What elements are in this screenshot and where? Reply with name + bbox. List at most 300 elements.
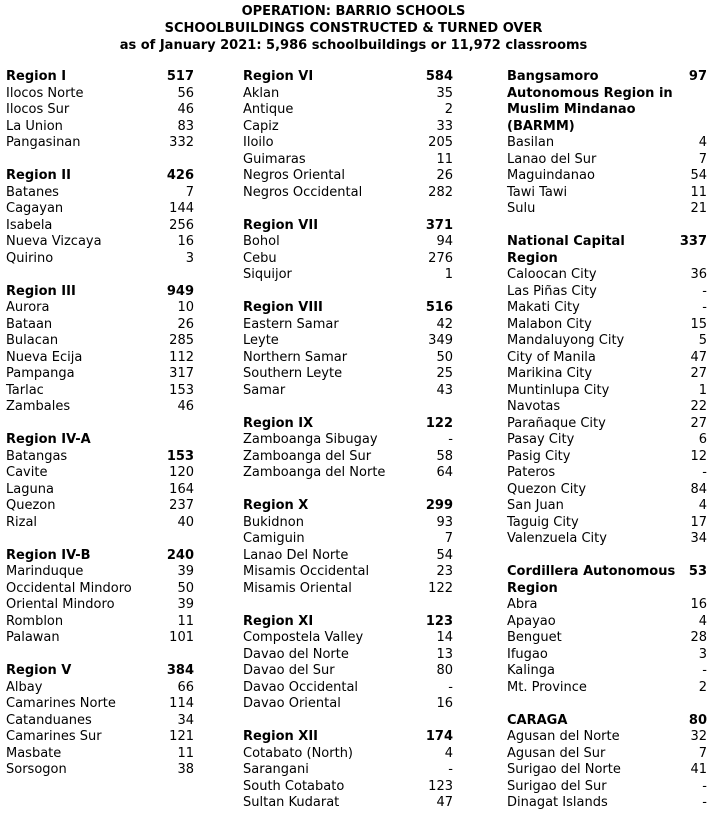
province-row (6, 696, 194, 713)
province-row (507, 201, 707, 218)
province-name: Surigao del Norte (507, 762, 621, 777)
column-2 (243, 69, 453, 828)
province-count: 144 (169, 201, 194, 216)
province-name: Siquijor (243, 267, 292, 282)
region-block-region-xi (243, 614, 453, 713)
province-count: 16 (436, 696, 453, 711)
province-count: 34 (690, 531, 707, 546)
province-name: Pasig City (507, 448, 571, 464)
province-row (243, 185, 453, 202)
region-name: National Capital Region (507, 234, 625, 266)
province-row (243, 581, 453, 598)
province-count: 11 (690, 184, 707, 200)
province-count: 332 (169, 135, 194, 150)
province-row (6, 630, 194, 647)
province-row (6, 515, 194, 532)
region-block-region-i (6, 69, 194, 152)
province-row (6, 465, 194, 482)
province-count: 41 (690, 762, 707, 777)
province-name: Oriental Mindoro (6, 597, 115, 612)
province-row (6, 713, 194, 730)
province-count: 38 (177, 762, 194, 777)
province-count: 27 (690, 415, 707, 431)
province-row (6, 333, 194, 350)
province-count: 28 (690, 630, 707, 645)
province-row (243, 548, 453, 565)
region-block-region-iv-b (6, 548, 194, 647)
province-name: Zambales (6, 399, 71, 414)
province-row (507, 663, 707, 680)
region-name: Region VII (243, 217, 319, 233)
region-total: 584 (425, 69, 453, 84)
province-name: Northern Samar (243, 349, 348, 365)
province-count: 153 (166, 448, 194, 464)
province-name: Tarlac (6, 382, 44, 398)
header-subtitle: SCHOOLBUILDINGS CONSTRUCTED & TURNED OVER (164, 21, 543, 36)
province-row (507, 399, 707, 416)
province-row (507, 449, 707, 466)
province-row (243, 564, 453, 581)
region-block-region-v (6, 663, 194, 779)
province-row (243, 317, 453, 334)
province-count: 121 (169, 729, 194, 744)
province-count: 2 (444, 102, 453, 117)
province-name: Taguig City (507, 514, 579, 530)
province-name: Leyte (243, 333, 279, 348)
region-block-bangsamoro-autonomous-region-in-muslim-mindanao-barmm (507, 69, 707, 218)
province-row (243, 531, 453, 548)
region-total: 949 (166, 283, 194, 299)
column-3 (507, 69, 707, 828)
province-count: 84 (690, 481, 707, 497)
province-count: 27 (690, 366, 707, 381)
province-name: Quezon (6, 498, 56, 513)
region-name: Cordillera Autonomous Region (507, 564, 676, 596)
province-row (243, 762, 453, 779)
province-count: 114 (169, 696, 194, 711)
province-name: Zamboanga del Sur (243, 448, 372, 464)
province-name: Catanduanes (6, 712, 92, 728)
province-count: 13 (436, 646, 453, 662)
province-row (507, 762, 707, 779)
province-count: 3 (185, 250, 194, 266)
province-row (507, 746, 707, 763)
province-row (507, 498, 707, 515)
province-count: 285 (169, 333, 194, 348)
region-name: Region VI (243, 69, 314, 84)
province-row (243, 795, 453, 812)
province-row (507, 795, 707, 812)
province-count: 1 (444, 267, 453, 282)
region-total: 299 (425, 498, 453, 513)
province-count: 66 (177, 679, 194, 695)
province-count: 15 (690, 316, 707, 332)
region-header (243, 69, 453, 86)
region-total: 371 (425, 217, 453, 233)
province-row (507, 350, 707, 367)
province-name: Misamis Oriental (243, 580, 352, 596)
region-header (507, 234, 707, 267)
province-row (6, 201, 194, 218)
province-name: Nueva Vizcaya (6, 234, 102, 249)
region-name: Region VIII (243, 300, 323, 315)
province-name: Southern Leyte (243, 366, 343, 381)
province-name: Maguindanao (507, 168, 595, 183)
province-count: 7 (698, 151, 707, 167)
province-name: Davao del Norte (243, 646, 349, 662)
province-name: Batanes (6, 184, 59, 200)
province-name: Cagayan (6, 201, 64, 216)
province-count: 47 (690, 349, 707, 365)
province-name: Masbate (6, 745, 62, 761)
province-name: Iloilo (243, 135, 274, 150)
province-name: Palawan (6, 630, 60, 645)
province-name: Samar (243, 382, 286, 398)
region-header (6, 168, 194, 185)
province-name: Valenzuela City (507, 531, 607, 546)
province-count: 21 (690, 201, 707, 216)
province-name: Parañaque City (507, 415, 606, 431)
province-row (243, 333, 453, 350)
province-name: Aurora (6, 300, 50, 315)
province-name: La Union (6, 118, 63, 134)
province-name: Pangasinan (6, 135, 81, 150)
region-total: 122 (425, 415, 453, 431)
region-block-region-ix (243, 416, 453, 482)
province-count: 47 (436, 795, 453, 810)
province-count: - (702, 283, 707, 299)
province-name: Zamboanga del Norte (243, 465, 386, 480)
province-count: 11 (177, 613, 194, 629)
province-count: - (702, 778, 707, 794)
province-row (507, 168, 707, 185)
region-block-region-ii (6, 168, 194, 267)
province-name: Capiz (243, 118, 279, 134)
province-row (243, 779, 453, 796)
province-row (6, 317, 194, 334)
region-name: Region III (6, 283, 76, 299)
province-row (6, 482, 194, 499)
province-name: Occidental Mindoro (6, 580, 132, 596)
province-count: 39 (177, 564, 194, 579)
province-count: 42 (436, 316, 453, 332)
region-block-region-vii (243, 218, 453, 284)
province-count: - (702, 465, 707, 480)
province-name: Laguna (6, 481, 54, 497)
province-count: - (702, 795, 707, 810)
province-name: Misamis Occidental (243, 564, 370, 579)
province-name: Mt. Province (507, 679, 587, 695)
province-count: 23 (436, 564, 453, 579)
province-count: 205 (428, 135, 453, 150)
province-count: 7 (698, 745, 707, 761)
province-row (243, 234, 453, 251)
province-count: 3 (698, 646, 707, 662)
province-row (6, 251, 194, 268)
region-name: Region X (243, 498, 309, 513)
province-name: Aklan (243, 85, 280, 101)
province-count: 349 (428, 333, 453, 348)
province-name: Bukidnon (243, 514, 304, 530)
province-row (243, 350, 453, 367)
province-count: 83 (177, 118, 194, 134)
province-count: 7 (185, 184, 194, 200)
province-name: Negros Occidental (243, 184, 363, 200)
province-row (6, 399, 194, 416)
province-name: Davao Oriental (243, 696, 341, 711)
province-count: 317 (169, 366, 194, 381)
province-name: Davao del Sur (243, 663, 335, 678)
province-count: - (702, 663, 707, 678)
province-count: 4 (698, 613, 707, 629)
province-count: 32 (690, 729, 707, 744)
header-title: OPERATION: BARRIO SCHOOLS (241, 4, 466, 19)
province-row (507, 152, 707, 169)
province-count: 50 (436, 349, 453, 365)
province-name: Bohol (243, 234, 280, 249)
document-header (0, 3, 707, 54)
region-name: Region I (6, 69, 67, 84)
province-row (243, 366, 453, 383)
province-row (507, 531, 707, 548)
province-name: Camarines Sur (6, 729, 102, 744)
province-row (243, 432, 453, 449)
province-row (6, 366, 194, 383)
province-count: 22 (690, 399, 707, 414)
region-name: Region V (6, 663, 72, 678)
province-row (243, 647, 453, 664)
province-count: 4 (698, 135, 707, 150)
province-row (507, 729, 707, 746)
region-header (507, 69, 707, 135)
region-total: 123 (425, 613, 453, 629)
province-name: Antique (243, 102, 294, 117)
province-name: Benguet (507, 630, 562, 645)
region-header (6, 663, 194, 680)
province-row (507, 680, 707, 697)
province-name: Bataan (6, 316, 53, 332)
province-name: Eastern Samar (243, 316, 339, 332)
province-name: Agusan del Sur (507, 745, 606, 761)
province-count: 6 (698, 432, 707, 447)
region-block-region-viii (243, 300, 453, 399)
region-header (243, 416, 453, 433)
province-count: 25 (436, 366, 453, 381)
region-header (243, 300, 453, 317)
province-row (507, 267, 707, 284)
province-row (6, 86, 194, 103)
region-total: 53 (688, 564, 707, 579)
province-count: 4 (698, 498, 707, 513)
province-count: 64 (436, 465, 453, 480)
province-row (507, 416, 707, 433)
province-name: Malabon City (507, 316, 592, 332)
region-header (6, 548, 194, 565)
province-count: 39 (177, 597, 194, 612)
province-count: 33 (436, 118, 453, 134)
province-row (6, 614, 194, 631)
province-count: 50 (177, 580, 194, 596)
province-count: 36 (690, 267, 707, 282)
region-name: Bangsamoro Autonomous Region in Muslim Mindanao (BARMM) (507, 69, 673, 134)
province-name: Quezon City (507, 481, 587, 497)
province-name: Pampanga (6, 366, 75, 381)
province-row (6, 218, 194, 235)
region-name: Region IV-B (6, 547, 91, 563)
province-name: Sultan Kudarat (243, 795, 340, 810)
province-count: 237 (169, 498, 194, 513)
region-header (243, 614, 453, 631)
province-row (243, 86, 453, 103)
province-row (243, 746, 453, 763)
province-row (6, 581, 194, 598)
province-name: Marinduque (6, 564, 84, 579)
province-name: Abra (507, 597, 538, 612)
province-name: Quirino (6, 250, 54, 266)
province-count: 46 (177, 399, 194, 414)
province-row (507, 647, 707, 664)
province-count: 164 (169, 481, 194, 497)
province-name: Surigao del Sur (507, 778, 607, 794)
province-name: Cotabato (North) (243, 745, 353, 761)
province-count: 40 (177, 514, 194, 530)
province-row (6, 680, 194, 697)
province-name: Apayao (507, 613, 556, 629)
province-row (243, 449, 453, 466)
province-row (507, 366, 707, 383)
province-name: Dinagat Islands (507, 795, 608, 810)
province-name: Isabela (6, 217, 53, 233)
province-count: 11 (177, 745, 194, 761)
region-block-region-iii (6, 284, 194, 416)
region-block-cordillera-autonomous-region (507, 564, 707, 696)
province-name: Sulu (507, 201, 536, 216)
province-name: City of Manila (507, 349, 596, 365)
province-name: Rizal (6, 514, 38, 530)
region-header (507, 713, 707, 730)
province-name: Ilocos Norte (6, 85, 84, 101)
province-count: 153 (169, 382, 194, 398)
province-row (507, 465, 707, 482)
province-name: Makati City (507, 300, 580, 315)
province-row (6, 350, 194, 367)
province-name: Negros Oriental (243, 168, 345, 183)
province-row (243, 465, 453, 482)
province-name: Camarines Norte (6, 696, 116, 711)
province-row (243, 696, 453, 713)
province-count: 80 (436, 663, 453, 678)
region-name: Region II (6, 168, 71, 183)
province-name: Ifugao (507, 646, 548, 662)
province-row (243, 119, 453, 136)
province-count: 112 (169, 349, 194, 365)
province-count: 16 (177, 234, 194, 249)
region-block-region-x (243, 498, 453, 597)
province-name: Sorsogon (6, 762, 67, 777)
province-count: 94 (436, 234, 453, 249)
province-name: Navotas (507, 399, 561, 414)
province-name: Albay (6, 679, 43, 695)
region-total: 426 (166, 168, 194, 183)
province-name: Nueva Ecija (6, 349, 83, 365)
province-row (243, 630, 453, 647)
region-total: 384 (166, 663, 194, 678)
province-name: Mandaluyong City (507, 333, 625, 348)
province-count: 4 (444, 745, 453, 761)
province-row (507, 333, 707, 350)
province-row (507, 630, 707, 647)
region-block-region-iv-a (6, 432, 194, 531)
province-row (507, 482, 707, 499)
column-1 (6, 69, 194, 795)
province-count: 101 (169, 630, 194, 645)
province-count: 123 (428, 778, 453, 794)
province-row (243, 102, 453, 119)
region-header (243, 498, 453, 515)
province-count: 56 (177, 85, 194, 101)
region-header (6, 432, 194, 449)
province-count: 1 (698, 382, 707, 398)
region-name: Region IX (243, 415, 314, 431)
province-count: 7 (444, 531, 453, 546)
province-count: 35 (436, 85, 453, 101)
province-count: 276 (428, 250, 453, 266)
province-row (507, 317, 707, 334)
province-row (243, 251, 453, 268)
province-row (6, 746, 194, 763)
region-total: 174 (425, 729, 453, 744)
province-row (507, 185, 707, 202)
province-name: Kalinga (507, 663, 555, 678)
province-row (6, 119, 194, 136)
province-row (507, 614, 707, 631)
province-count: 34 (177, 712, 194, 728)
province-row (6, 729, 194, 746)
province-name: Camiguin (243, 531, 305, 546)
province-name: Lanao Del Norte (243, 547, 349, 563)
province-row (6, 383, 194, 400)
region-total: 80 (688, 712, 707, 728)
province-name: Bulacan (6, 333, 59, 348)
province-name: Zamboanga Sibugay (243, 432, 378, 447)
province-row (6, 449, 194, 466)
province-name: Batangas (6, 448, 68, 464)
region-total: 97 (688, 69, 707, 84)
province-count: - (448, 679, 453, 695)
region-block-region-vi (243, 69, 453, 201)
province-count: 93 (436, 514, 453, 530)
province-row (507, 300, 707, 317)
province-count: 256 (169, 217, 194, 233)
province-name: Muntinlupa City (507, 382, 610, 398)
province-row (6, 185, 194, 202)
province-count: 12 (690, 448, 707, 464)
province-row (243, 135, 453, 152)
province-name: Guimaras (243, 151, 306, 167)
province-row (6, 135, 194, 152)
province-count: 282 (428, 184, 453, 200)
province-row (243, 267, 453, 284)
province-row (243, 383, 453, 400)
province-row (243, 663, 453, 680)
province-name: Ilocos Sur (6, 102, 70, 117)
province-count: 54 (436, 547, 453, 563)
header-summary: as of January 2021: 5,986 schoolbuildings or 11,972 classrooms (119, 38, 588, 53)
province-name: Davao Occidental (243, 679, 359, 695)
province-row (243, 168, 453, 185)
province-row (507, 284, 707, 301)
region-name: Region XII (243, 729, 318, 744)
